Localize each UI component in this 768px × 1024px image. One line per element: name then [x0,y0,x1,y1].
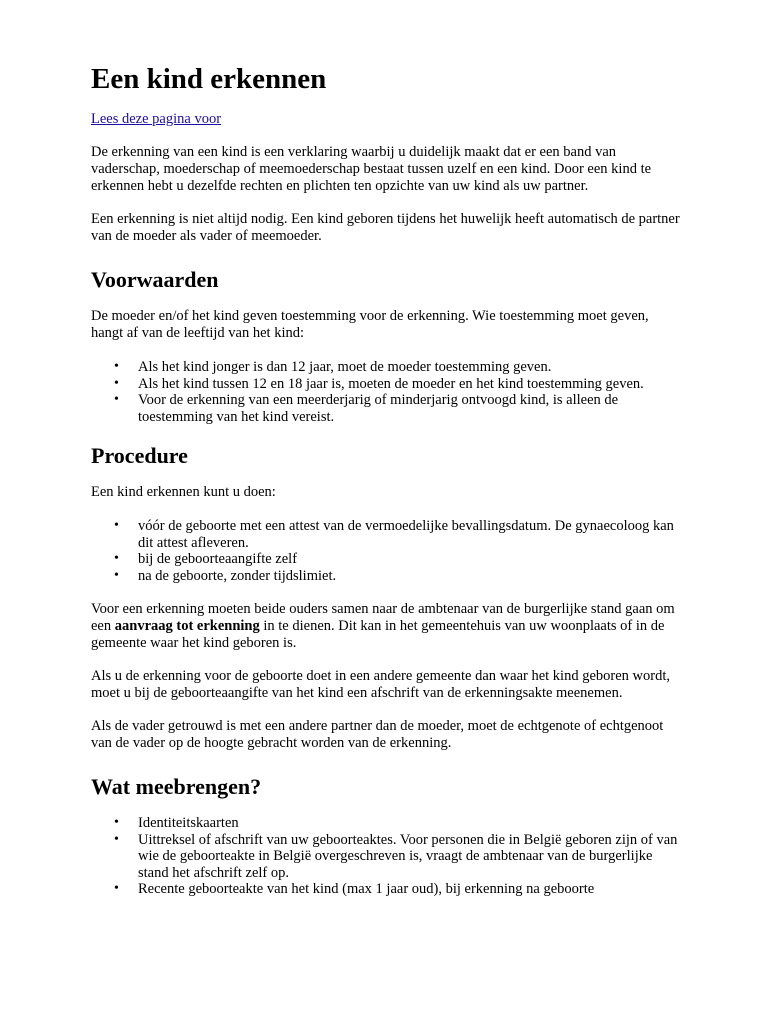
procedure-paragraph-erkenning: Voor een erkenning moeten beide ouders samen naar de ambtenaar van de burgerlijke stand gaan om een aanvraag tot erkenning in te dienen. Dit kan in het gemeentehuis van uw woonplaats of in de gemeente waar het kind geboren is. [91,601,675,651]
section-heading-procedure: Procedure [91,443,188,468]
list-item: • Uittreksel of afschrift van uw geboorteaktes. Voor personen die in België geboren zijn of van wie de geboorteakte in België overgeschreven is, vraagt de ambtenaar van de burgerlijke stand het afschrift zelf op. [91,832,681,882]
procedure-list [91,518,681,584]
list-item: • Identiteitskaarten [91,815,681,832]
section-heading-meebrengen: Wat meebrengen? [91,774,262,799]
intro-paragraph-1: De erkenning van een kind is een verklaring waarbij u duidelijk maakt dat er een band van vaderschap, moederschap of meemoederschap bestaat tussen uzelf en een kind. Door een kind te erkennen hebt u dezelfde rechten en plichten ten opzichte van uw kind als uw partner. [91,144,652,194]
section-heading-voorwaarden: Voorwaarden [91,267,219,292]
document-content [91,62,681,898]
list-item: • Voor de erkenning van een meerderjarig of minderjarig ontvoogd kind, is alleen de toestemming van het kind vereist. [91,392,681,425]
list-item: • Als het kind jonger is dan 12 jaar, moet de moeder toestemming geven. [91,359,681,376]
list-item: • na de geboorte, zonder tijdslimiet. [91,568,681,585]
procedure-paragraph: Een kind erkennen kunt u doen: [91,484,276,500]
meebrengen-list [91,815,681,898]
voorwaarden-list [91,359,681,425]
procedure-paragraph-gemeente: Als u de erkenning voor de geboorte doet in een andere gemeente dan waar het kind geboren wordt, moet u bij de geboorteaangifte van het kind een afschrift van de erkenningsakte meenemen. [91,668,670,701]
list-item: • bij de geboorteaangifte zelf [91,551,681,568]
procedure-paragraph-vader: Als de vader getrouwd is met een andere partner dan de moeder, moet de echtgenote of echtgenoot van de vader op de hoogte gebracht worden van de erkenning. [91,718,664,751]
voorwaarden-paragraph: De moeder en/of het kind geven toestemming voor de erkenning. Wie toestemming moet geven, hangt af van de leeftijd van het kind: [91,308,649,341]
intro-paragraph-2: Een erkenning is niet altijd nodig. Een kind geboren tijdens het huwelijk heeft automatisch de partner van de moeder als vader of meemoeder. [91,211,680,244]
list-item: • Recente geboorteakte van het kind (max 1 jaar oud), bij erkenning na geboorte [91,881,681,898]
aanvraag-emphasis: aanvraag tot erkenning [114,618,260,634]
page-title: Een kind erkennen [91,63,327,95]
read-aloud-link[interactable]: Lees deze pagina voor [91,111,222,127]
list-item: • Als het kind tussen 12 en 18 jaar is, moeten de moeder en het kind toestemming geven. [91,376,681,393]
list-item: • vóór de geboorte met een attest van de vermoedelijke bevallingsdatum. De gynaecoloog kan dit attest afleveren. [91,518,681,551]
